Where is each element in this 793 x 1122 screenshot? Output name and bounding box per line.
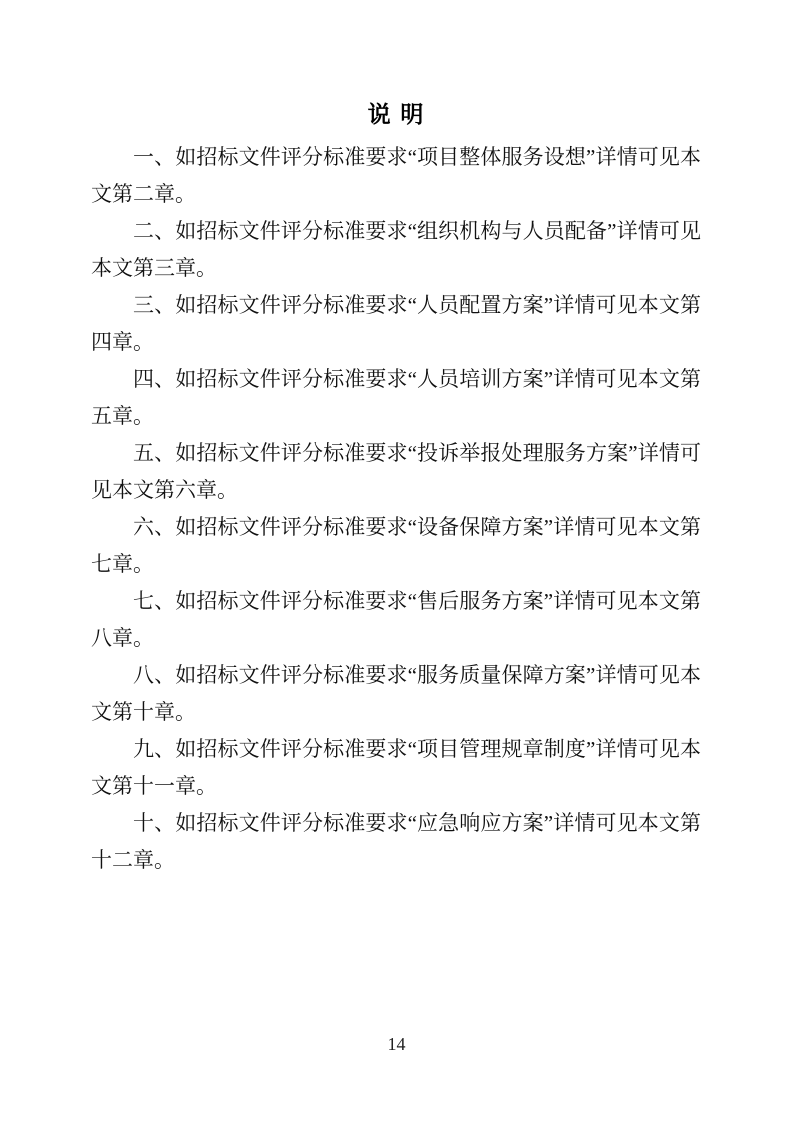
list-item-1: 一、如招标文件评分标准要求“项目整体服务设想”详情可见本文第二章。 [91,145,701,206]
list-item-8: 八、如招标文件评分标准要求“服务质量保障方案”详情可见本文第十章。 [91,663,701,724]
page-number: 14 [387,1034,406,1054]
list-item-3: 三、如招标文件评分标准要求“人员配置方案”详情可见本文第四章。 [91,293,701,354]
list-item-10: 十、如招标文件评分标准要求“应急响应方案”详情可见本文第十二章。 [91,811,701,872]
list-item-9: 九、如招标文件评分标准要求“项目管理规章制度”详情可见本文第十一章。 [91,737,701,798]
list-item-2: 二、如招标文件评分标准要求“组织机构与人员配备”详情可见本文第三章。 [91,219,701,280]
list-item-5: 五、如招标文件评分标准要求“投诉举报处理服务方案”详情可见本文第六章。 [91,441,701,502]
list-item-7: 七、如招标文件评分标准要求“售后服务方案”详情可见本文第八章。 [91,589,701,650]
document-body [91,139,701,879]
list-item-4: 四、如招标文件评分标准要求“人员培训方案”详情可见本文第五章。 [91,367,701,428]
page-title: 说 明 [367,102,426,127]
list-item-6: 六、如招标文件评分标准要求“设备保障方案”详情可见本文第七章。 [91,515,701,576]
